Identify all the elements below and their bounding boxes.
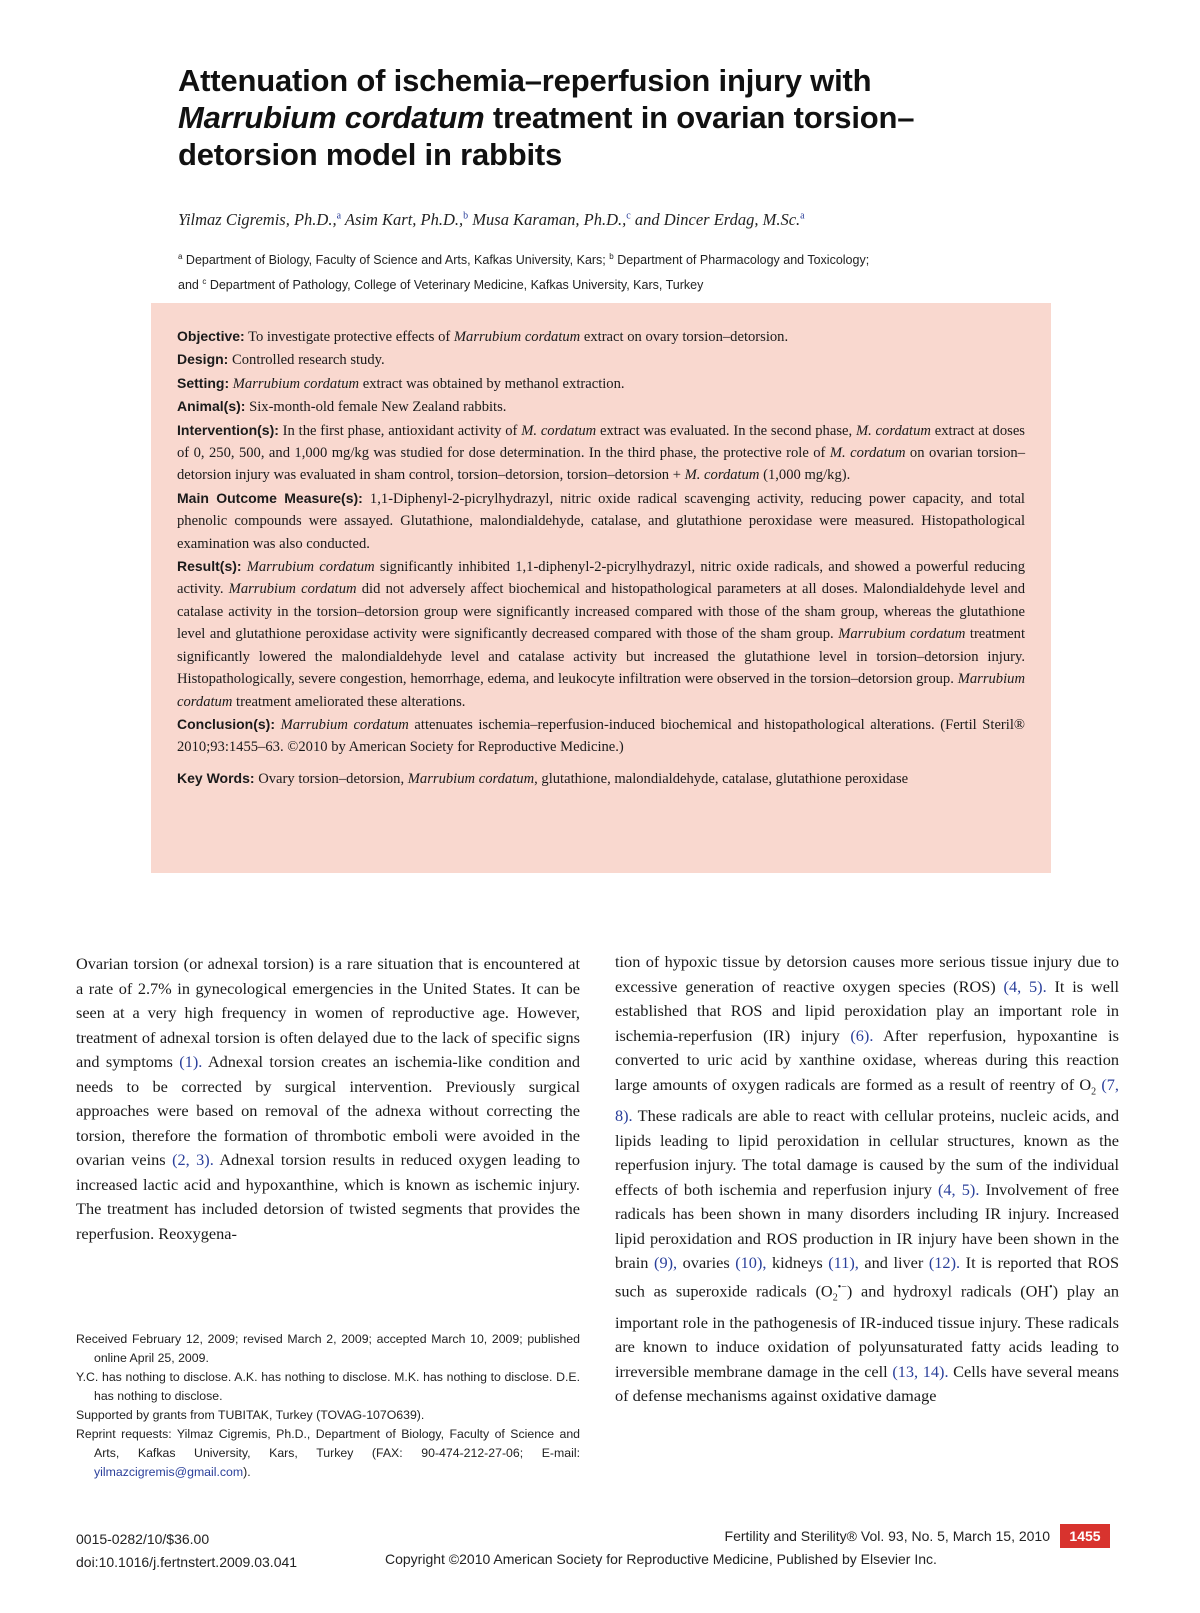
- species-name: M. cordatum: [521, 422, 597, 439]
- abstract-label: Objective:: [177, 328, 245, 344]
- citation-link[interactable]: (6).: [850, 1025, 874, 1045]
- species-name: Marrubium cordatum: [275, 716, 409, 733]
- title-line-1: Attenuation of ischemia–reperfusion injury with: [178, 63, 872, 98]
- title-line-2: treatment in ovarian torsion–: [484, 100, 915, 135]
- footnote-support: Supported by grants from TUBITAK, Turkey (TOVAG-107O639).: [76, 1408, 425, 1422]
- abstract-intervention: [177, 419, 1025, 487]
- superscript: •−: [837, 1281, 847, 1293]
- abstract-label: Conclusion(s):: [177, 715, 275, 732]
- author-name: Musa Karaman, Ph.D.,: [468, 210, 627, 229]
- species-name: Marrubium cordatum: [229, 375, 360, 392]
- body-column-right: [615, 950, 1119, 1409]
- author-affil-mark: a: [800, 210, 805, 222]
- species-name: Marrubium cordatum: [241, 559, 375, 576]
- body-text: Ovarian torsion (or adnexal torsion) is a rare situation that is encountered at a rate of 2.7% in gynecological emergencies in the United States. It can be seen at a very high frequency in women of reproductive age. However, treatment of adnexal torsion is often delayed due to the lack of specific signs and symptoms: [76, 954, 580, 1071]
- author-affil-mark: a: [336, 210, 342, 222]
- page-number-badge: 1455: [1060, 1524, 1110, 1548]
- author-name: Yilmaz Cigremis, Ph.D.,: [178, 210, 337, 229]
- affil-mark: b: [609, 252, 614, 261]
- body-column-left: [76, 952, 580, 1246]
- abstract-label: Animal(s):: [177, 398, 246, 415]
- body-text: tion of hypoxic tissue by detorsion causes more serious tissue injury due to excessive generation of reactive oxygen species (ROS): [615, 952, 1119, 996]
- abstract-text: did not adversely affect biochemical and histopathological parameters at all doses. Malondialdehyde level and catalase activity in the torsion–detorsion group were significantly increased compared with those of the sham group, whereas the glutathione level and glutathione peroxidase activity were significantly decreased compared with those of the sham group.: [177, 581, 1025, 643]
- citation-link[interactable]: (2, 3).: [172, 1150, 214, 1169]
- citation-link[interactable]: (4, 5).: [938, 1179, 980, 1199]
- abstract-text: (1,000 mg/kg).: [759, 467, 851, 484]
- citation-link[interactable]: (11),: [828, 1253, 859, 1273]
- abstract-text: treatment significantly lowered the malondialdehyde level and catalase activity but increased the glutathione level in torsion–detorsion injury. Histopathologically, severe congestion, hemorrhage, edema, and leukocyte infiltration were observed in the torsion–detorsion group.: [177, 626, 1025, 688]
- abstract-text: 1,1-Diphenyl-2-picrylhydrazyl, nitric oxide radical scavenging activity, reducing power capacity, and total phenolic compounds were assayed. Glutathione, malondialdehyde, catalase, and glutathione peroxidase were measured. Histopathological examination was also conducted.: [177, 490, 1025, 552]
- body-text: ) and hydroxyl radicals (OH: [846, 1281, 1050, 1301]
- body-text: It is well established that ROS and lipid peroxidation play an important role in ischemia-reperfusion (IR) injury: [615, 976, 1120, 1045]
- footnote-text: Reprint requests: Yilmaz Cigremis, Ph.D., Department of Biology, Faculty of Science and Arts, Kafkas University, Kars, Turkey (FAX: 90-474-212-27-06; E-mail:: [76, 1427, 580, 1460]
- footnote-text: ).: [243, 1465, 251, 1479]
- doi[interactable]: doi:10.1016/j.fertnstert.2009.03.041: [76, 1554, 298, 1570]
- abstract-label: Intervention(s):: [177, 421, 279, 438]
- abstract-conclusion: [177, 713, 1025, 759]
- abstract-text: In the first phase, antioxidant activity of: [278, 422, 522, 439]
- body-text: It is reported that ROS such as superoxide radicals (O: [615, 1253, 1120, 1301]
- body-text: Adnexal torsion results in reduced oxygen leading to increased lactic acid and hypoxanthine, which is known as ischemic injury. The treatment has included detorsion of twisted segments that provides the reperfusion. Reoxygena-: [76, 1150, 581, 1243]
- body-text: Cells have several means of defense mechanisms against oxidative damage: [615, 1361, 1119, 1406]
- citation-link[interactable]: (9),: [654, 1253, 678, 1273]
- keyword-text: Ovary torsion–detorsion,: [254, 770, 408, 787]
- email-link[interactable]: yilmazcigremis@gmail.com: [94, 1465, 244, 1479]
- article-title: [178, 62, 1058, 173]
- species-name: M. cordatum: [855, 422, 931, 439]
- author-name: Asim Kart, Ph.D.,: [341, 210, 464, 229]
- body-text: kidneys: [766, 1253, 829, 1273]
- title-line-3: detorsion model in rabbits: [178, 137, 563, 172]
- abstract-setting: [177, 372, 1025, 395]
- abstract-outcome: [177, 487, 1025, 555]
- abstract-text: treatment ameliorated these alterations.: [232, 693, 466, 710]
- abstract-text: To investigate protective effects of: [244, 329, 454, 345]
- species-name: Marrubium cordatum: [177, 671, 1025, 710]
- abstract-text: on ovarian torsion–detorsion injury was evaluated in sham control, torsion–detorsion, torsion–detorsion +: [177, 445, 1025, 484]
- body-text: ovaries: [677, 1253, 736, 1273]
- species-name: M. cordatum: [684, 467, 760, 484]
- abstract-keywords: [177, 767, 1025, 790]
- affil-mark: a: [178, 252, 183, 261]
- footnotes: [76, 1330, 580, 1482]
- citation-link[interactable]: (4, 5).: [1003, 976, 1047, 996]
- abstract-text: Controlled research study.: [228, 352, 385, 369]
- species-name: M. cordatum: [829, 445, 906, 462]
- abstract-text: attenuates ischemia–reperfusion-induced biochemical and histopathological alterations. (Fertil Steril® 2010;93:1455–63. ©2010 by American Society for Reproductive Medicine.): [177, 716, 1025, 756]
- abstract-label: Main Outcome Measure(s):: [177, 489, 363, 506]
- body-text: and liver: [858, 1253, 929, 1273]
- abstract-text: significantly inhibited 1,1-diphenyl-2-picrylhydrazyl, nitric oxide radicals, and showed a powerful reducing activity.: [177, 559, 1025, 598]
- keyword-text: , glutathione, malondialdehyde, catalase, glutathione peroxidase: [534, 770, 909, 787]
- author-list: [178, 210, 1058, 230]
- citation-link[interactable]: (1).: [179, 1052, 203, 1071]
- subscript: 2: [1091, 1085, 1097, 1097]
- species-name: Marrubium cordatum: [453, 329, 581, 345]
- affil-mark: c: [202, 277, 207, 287]
- abstract-label: Setting:: [177, 374, 230, 391]
- affiliation-a: Department of Biology, Faculty of Science and Arts, Kafkas University, Kars;: [182, 253, 606, 268]
- abstract-text: extract was evaluated. In the second phase,: [596, 422, 856, 439]
- body-text: After reperfusion, hypoxantine is converted to uric acid by xanthine oxidase, whereas during this reaction large amounts of oxygen radicals are formed as a result of reentry of O: [615, 1025, 1120, 1094]
- citation-link[interactable]: (7, 8).: [615, 1074, 1120, 1126]
- abstract-objective: [177, 325, 1025, 348]
- species-name: Marrubium cordatum: [407, 770, 535, 787]
- citation-link[interactable]: (12).: [928, 1253, 961, 1273]
- body-text: Adnexal torsion creates an ischemia-like condition and needs to be corrected by surgical intervention. Previously surgical approaches were based on removal of the adnexa without correcting the torsion, therefore the formation of thrombotic emboli were avoided in the ovarian veins: [76, 1052, 580, 1169]
- citation-link[interactable]: (13, 14).: [892, 1361, 949, 1381]
- footnote-received: Received February 12, 2009; revised March 2, 2009; accepted March 10, 2009; published online April 25, 2009.: [76, 1332, 580, 1365]
- affiliations: [178, 246, 1038, 296]
- author-affil-mark: b: [463, 210, 469, 222]
- body-text: Involvement of free radicals has been shown in many disorders including IR injury. Increased lipid peroxidation and ROS production in IR injury have been shown in the brain: [615, 1179, 1119, 1273]
- copyright-line: Copyright ©2010 American Society for Reproductive Medicine, Published by Elsevier Inc.: [385, 1551, 937, 1567]
- abstract-text: extract on ovary torsion–detorsion.: [580, 329, 789, 345]
- abstract-text: extract at doses of 0, 250, 500, and 1,000 mg/kg was studied for dose determination. In the third phase, the protective role of: [177, 422, 1025, 462]
- abstract-animals: [177, 395, 1025, 418]
- affiliation-b: Department of Pharmacology and Toxicology;: [613, 253, 870, 268]
- affil-conjunction: and: [178, 278, 199, 293]
- abstract-label: Result(s):: [177, 558, 242, 575]
- author-name: and Dincer Erdag, M.Sc.: [630, 210, 801, 229]
- footnote-disclosure: Y.C. has nothing to disclose. A.K. has nothing to disclose. M.K. has nothing to disclose. D.E. has nothing to disclose.: [76, 1370, 580, 1403]
- abstract-label: Design:: [177, 351, 229, 368]
- citation-link[interactable]: (10),: [735, 1253, 767, 1273]
- species-name: Marrubium cordatum: [838, 626, 966, 643]
- abstract-text: extract was obtained by methanol extraction.: [359, 375, 625, 392]
- author-affil-mark: c: [626, 210, 631, 222]
- abstract-text: Six-month-old female New Zealand rabbits.: [245, 399, 507, 416]
- abstract-design: [177, 348, 1025, 371]
- affiliation-c: Department of Pathology, College of Veterinary Medicine, Kafkas University, Kars, Turkey: [206, 278, 704, 293]
- footnote-reprint: [76, 1425, 580, 1482]
- body-paragraph: [615, 950, 1119, 1409]
- body-text: ) play an important role in the pathogenesis of IR-induced tissue injury. These radicals are known to induce oxidation of polyunsaturated fatty acids leading to irreversible membrane damage in the cell: [615, 1281, 1119, 1381]
- abstract-label: Key Words:: [177, 769, 255, 786]
- species-name: Marrubium cordatum: [228, 581, 357, 598]
- abstract-box: [151, 303, 1051, 873]
- issn-price: 0015-0282/10/$36.00: [76, 1531, 210, 1547]
- footer-identifiers: [76, 1528, 297, 1574]
- body-text: These radicals are able to react with cellular proteins, nucleic acids, and lipids leading to lipid peroxidation in cellular structures, known as the reperfusion injury. The total damage is caused by the sum of the individual effects of both ischemia and reperfusion injury: [615, 1106, 1119, 1199]
- superscript: •: [1049, 1281, 1053, 1293]
- subscript: 2: [832, 1292, 838, 1304]
- body-paragraph: [76, 952, 580, 1246]
- abstract-result: [177, 555, 1025, 713]
- title-species: Marrubium cordatum: [178, 100, 485, 135]
- journal-citation: Fertility and Sterility® Vol. 93, No. 5, March 15, 2010: [724, 1528, 1050, 1544]
